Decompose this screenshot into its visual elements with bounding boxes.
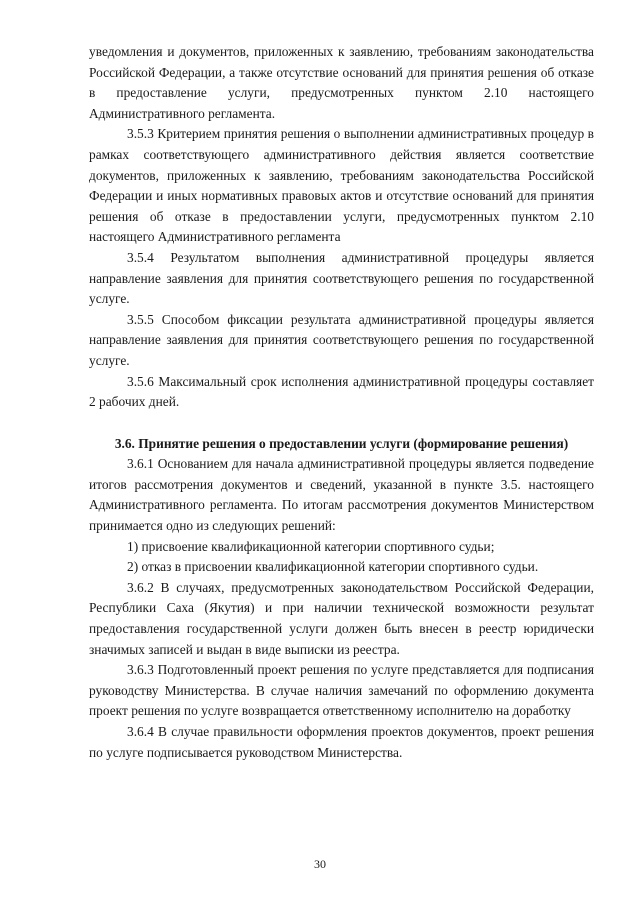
paragraph-3-5-4: 3.5.4 Результатом выполнения административной процедуры является направление заявления для принятия соответствующего решения по государственной услуге. [89,249,594,307]
paragraph-3-6-3: 3.6.3 Подготовленный проект решения по услуге представляется для подписания руководству Министерства. В случае наличия замечаний по оформлению документа проект решения по услуге возвращается ответственному исполнителю на доработку [89,662,594,719]
paragraph-3-5-6: 3.5.6 Максимальный срок исполнения административной процедуры составляет 2 рабочих дней. [89,373,594,410]
paragraph-3-6-4: 3.6.4 В случае правильности оформления проектов документов, проект решения по услуге подписывается руководством Министерства. [89,724,594,760]
list-item-decision-2: 2) отказ в присвоении квалификационной категории спортивного судьи. [127,559,539,575]
page-body [89,42,594,763]
paragraph-3-6-2: 3.6.2 В случаях, предусмотренных законодательством Российской Федерации, Республики Саха (Якутия) и при наличии технической возможности результат предоставления государственной услуги должен быть внесен в реестр юридически значимых записей и выдан в виде выписки из реестра. [89,579,594,657]
section-heading-3-6: 3.6. Принятие решения о предоставлении услуги (формирование решения) [114,435,569,451]
list-item-decision-1: 1) присвоение квалификационной категории спортивного судьи; [127,538,495,554]
page-number: 30 [314,857,326,871]
paragraph-3-6-1: 3.6.1 Основанием для начала административной процедуры является подведение итогов рассмотрения документов и сведений, указанной в пункте 3.5. настоящего Административного регламента. По итогам рассмотрения документов Министерством принимается одно из следующих решений: [89,456,594,534]
paragraph-continuation: уведомления и документов, приложенных к заявлению, требованиям законодательства Российской Федерации, а также отсутствие оснований для принятия решения об отказе в предоставление услуги, предусмотренных пунктом 2.10 настоящего Административного регламента. [89,44,594,121]
paragraph-3-5-5: 3.5.5 Способом фиксации результата административной процедуры является направление заявления для принятия соответствующего решения по государственной услуге. [89,311,594,368]
paragraph-3-5-3: 3.5.3 Критерием принятия решения о выполнении административных процедур в рамках соответствующего административного действия является соответствие документов, приложенных к заявлению, требованиям законодательства Российской Федерации и иных нормативных правовых актов и отсутствие оснований для принятия решения об отказе в предоставлении услуги, предусмотренных пунктом 2.10 настоящего Административного регламента [89,126,594,245]
